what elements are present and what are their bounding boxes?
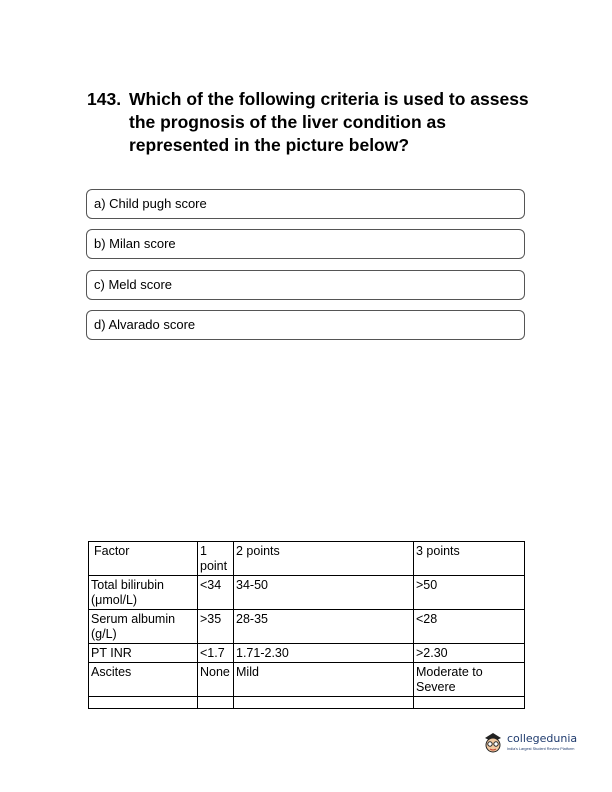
table-cell: Serum albumin (g/L) [89, 610, 198, 644]
option-a[interactable]: a) Child pugh score [86, 189, 525, 219]
table-cell [198, 697, 234, 709]
table-cell: >50 [414, 576, 525, 610]
question-text: Which of the following criteria is used to assess the prognosis of the liver condition as represented in the picture below? [129, 89, 529, 155]
table-cell: <1.7 [198, 644, 234, 663]
table-cell [414, 697, 525, 709]
table-row [89, 610, 525, 644]
table-cell: Total bilirubin (μmol/L) [89, 576, 198, 610]
header-cell: 3 points [414, 542, 525, 576]
collegedunia-logo [482, 728, 592, 756]
logo-name: collegedunia [507, 732, 578, 745]
option-b[interactable]: b) Milan score [86, 229, 525, 259]
table-cell [234, 697, 414, 709]
table-cell: Moderate to Severe [414, 663, 525, 697]
table-header-row [89, 542, 525, 576]
option-d[interactable]: d) Alvarado score [86, 310, 525, 340]
logo-tagline: India's Largest Student Review Platform [507, 747, 575, 751]
table-row [89, 644, 525, 663]
table-cell: 1.71-2.30 [234, 644, 414, 663]
table-cell: None [198, 663, 234, 697]
table-cell: >2.30 [414, 644, 525, 663]
question-number: 143. [87, 89, 122, 109]
header-cell: 1 point [198, 542, 234, 576]
header-cell: Factor [89, 542, 198, 576]
table-row-empty [89, 697, 525, 709]
table-row [89, 663, 525, 697]
table-cell [89, 697, 198, 709]
table-row [89, 576, 525, 610]
table-cell: 34-50 [234, 576, 414, 610]
table-cell: >35 [198, 610, 234, 644]
header-cell: 2 points [234, 542, 414, 576]
table-cell: 28-35 [234, 610, 414, 644]
table-cell: <34 [198, 576, 234, 610]
table-cell: Ascites [89, 663, 198, 697]
table-cell: PT INR [89, 644, 198, 663]
table-cell: <28 [414, 610, 525, 644]
child-pugh-table [88, 541, 525, 709]
option-c[interactable]: c) Meld score [86, 270, 525, 300]
mascot-icon [482, 730, 504, 759]
table-cell: Mild [234, 663, 414, 697]
